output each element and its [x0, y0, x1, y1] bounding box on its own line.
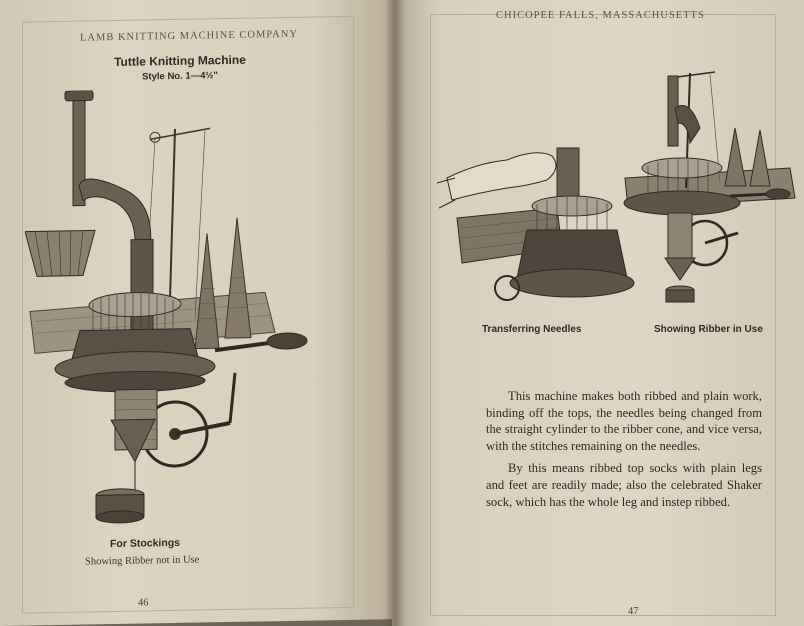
page-subtitle: Style No. 1—4½" [142, 70, 218, 83]
ribber-in-use-illustration [620, 68, 800, 308]
right-page-number: 47 [628, 606, 639, 617]
right-caption-right: Showing Ribber in Use [654, 324, 763, 335]
right-caption-left: Transferring Needles [482, 324, 582, 335]
knitting-machine-illustration [25, 87, 315, 532]
body-paragraph-1: This machine makes both ribbed and plain work, binding off the tops, the needles being changed from the straight cylinder to the ribber cone, and vice versa, with the stitches remaining on the needles. [486, 389, 762, 453]
right-page [392, 0, 804, 626]
body-paragraph-2: By this means ribbed top socks with plain legs and feet are readily made; also the celebrated Shaker sock, which has the whole leg and instep ribbed. [486, 461, 762, 509]
book-gutter [384, 0, 406, 626]
left-running-head: LAMB KNITTING MACHINE COMPANY [80, 28, 298, 44]
transferring-needles-illustration [437, 138, 637, 318]
page-title: Tuttle Knitting Machine [114, 52, 246, 70]
left-caption-text: Showing Ribber not in Use [85, 554, 200, 568]
right-running-head: CHICOPEE FALLS, MASSACHUSETTS [496, 10, 705, 21]
left-page-number: 46 [138, 597, 149, 609]
left-page [0, 0, 392, 626]
right-body-text [486, 388, 762, 516]
left-caption-title: For Stockings [110, 536, 181, 551]
